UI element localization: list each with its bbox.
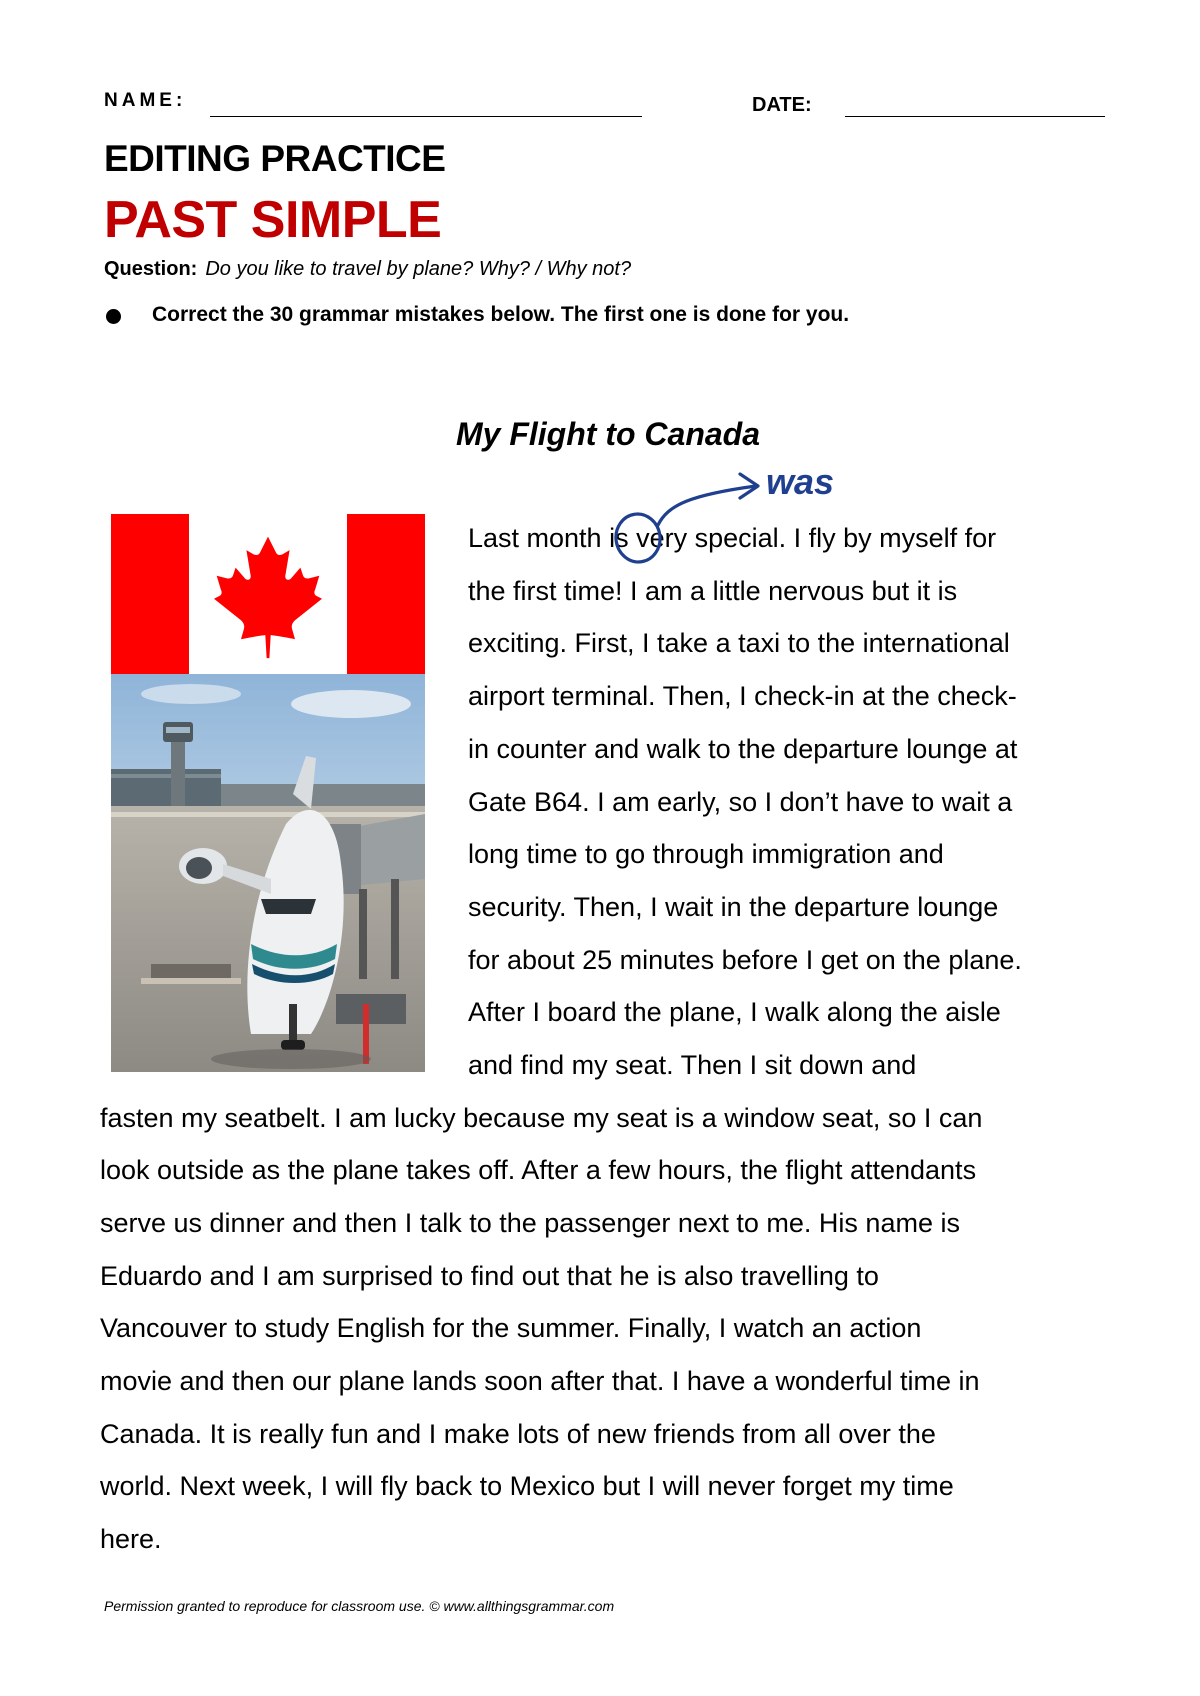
story-line: for about 25 minutes before I get on the plane. [468,945,1022,975]
story-line: long time to go through immigration and [468,839,944,869]
story-line: airport terminal. Then, I check-in at the check- [468,681,1017,711]
story-line: Gate B64. I am early, so I don’t have to wait a [468,787,1013,817]
date-line [845,116,1105,117]
story-line: Last month is very special. I fly by myself for [468,523,997,553]
story-line: exciting. First, I take a taxi to the international [468,628,1010,658]
question [104,258,631,281]
airplane-photo [111,674,425,1072]
footer: Permission granted to reproduce for classroom use. © www.allthingsgrammar.com [104,1598,615,1614]
story-line: security. Then, I wait in the departure lounge [468,892,999,922]
question-text: Do you like to travel by plane? Why? / Why not? [205,258,632,280]
story-title: My Flight to Canada [456,416,760,452]
story-line: and find my seat. Then I sit down and [468,1050,917,1080]
story-line: Vancouver to study English for the summer. Finally, I watch an action [100,1313,922,1343]
question-label: Question: [104,258,198,280]
story-line: world. Next week, I will fly back to Mexico but I will never forget my time [100,1471,954,1501]
story-line: Eduardo and I am surprised to find out that he is also travelling to [100,1261,879,1291]
bullet-icon [106,309,121,324]
story-line: look outside as the plane takes off. After a few hours, the flight attendants [100,1155,977,1185]
worksheet-subtitle: PAST SIMPLE [104,191,442,249]
story-line: in counter and walk to the departure lounge at [468,734,1018,764]
name-label: NAME: [104,90,187,111]
canada-flag-image [111,514,425,674]
name-line [210,116,642,117]
date-label: DATE: [752,94,812,116]
story-line: serve us dinner and then I talk to the passenger next to me. His name is [100,1208,960,1238]
story-line: the first time! I am a little nervous but it is [468,576,958,606]
story-line: Canada. It is really fun and I make lots of new friends from all over the [100,1419,936,1449]
story-line: here. [100,1524,162,1554]
instruction: Correct the 30 grammar mistakes below. The first one is done for you. [152,303,850,326]
arrow-icon [658,486,756,525]
worksheet-title: EDITING PRACTICE [104,138,446,179]
story-line: movie and then our plane lands soon after that. I have a wonderful time in [100,1366,980,1396]
story-line: fasten my seatbelt. I am lucky because my seat is a window seat, so I can [100,1103,983,1133]
correction-word: was [766,461,835,502]
story-line: After I board the plane, I walk along the aisle [468,997,1001,1027]
